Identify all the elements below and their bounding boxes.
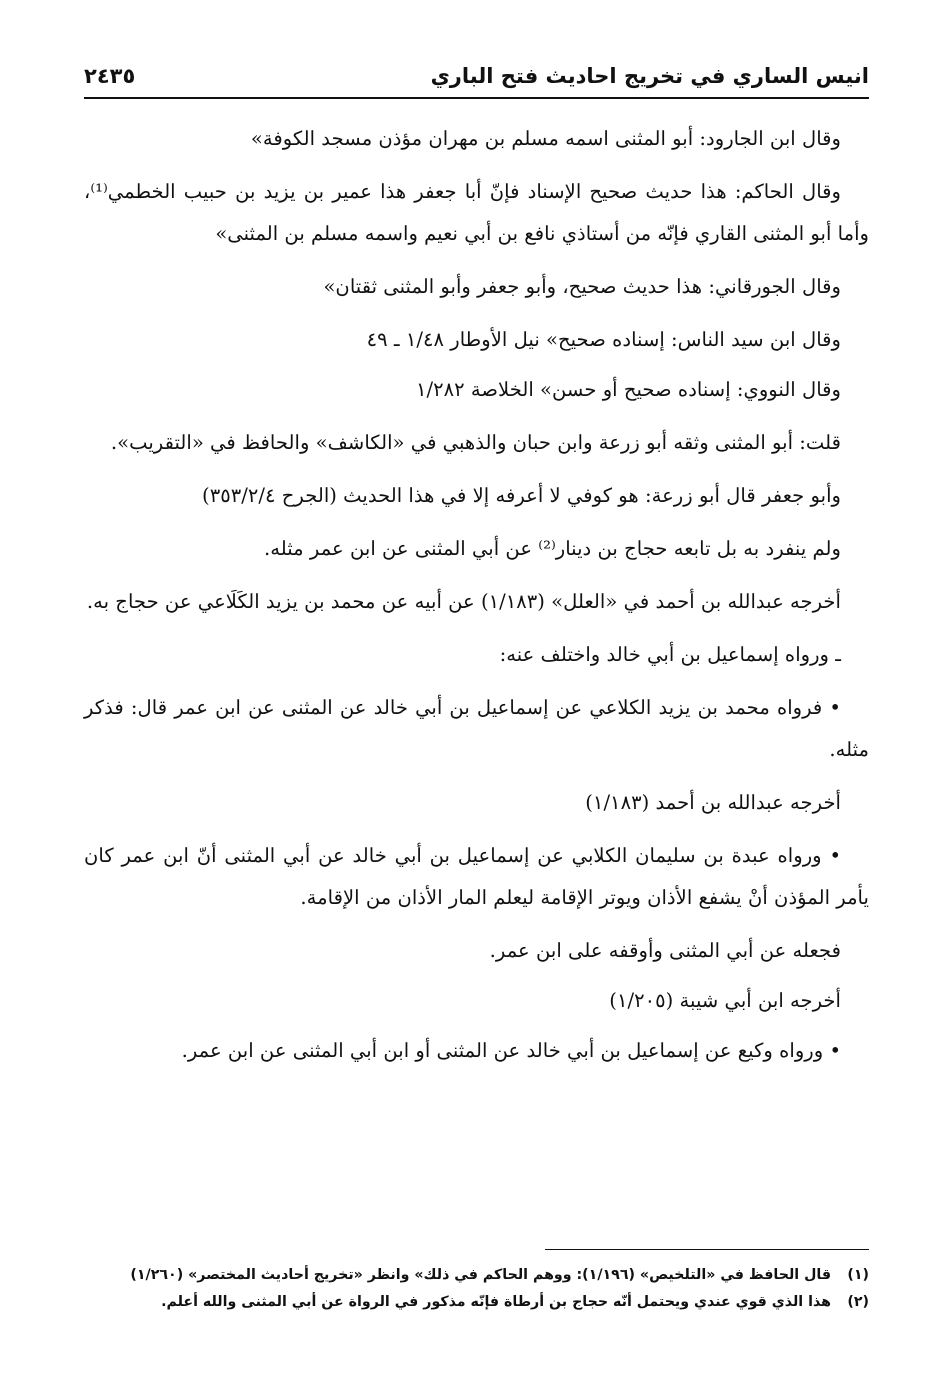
paragraph-qultu: قلت: أبو المثنى وثقه أبو زرعة وابن حبان والذهبي في «الكاشف» والحافظ في «التقريب». xyxy=(110,431,841,454)
footnote-divider xyxy=(545,1249,869,1250)
paragraph-ibn-sayyid-al-nas: وقال ابن سيد الناس: إسناده صحيح» نيل الأوطار ١/٤٨ ـ ٤٩ xyxy=(366,328,841,351)
page-header xyxy=(84,58,869,94)
footnotes xyxy=(84,1262,869,1316)
paragraph-kalai-riwaya: • فرواه محمد بن يزيد الكلاعي عن إسماعيل بن أبي خالد عن المثنى عن ابن عمر قال: فذكر مثله. xyxy=(84,696,869,761)
main-text xyxy=(84,118,869,1083)
paragraph-ibn-al-jarud: وقال ابن الجارود: أبو المثنى اسمه مسلم بن مهران مؤذن مسجد الكوفة» xyxy=(250,127,841,150)
page-number: ٢٤٣٥ xyxy=(84,64,136,88)
paragraph-mutaba: ولم ينفرد به بل تابعه حجاج بن دينار⁽²⁾ عن أبي المثنى عن ابن عمر مثله. xyxy=(264,537,841,560)
paragraph-al-hakim: وقال الحاكم: هذا حديث صحيح الإسناد فإنّ أبا جعفر هذا عمير بن يزيد بن حبيب الخطمي⁽¹⁾، وأما أبو المثنى القاري فإنّه من أستاذي نافع بن أبي نعيم واسمه مسلم بن المثنى» xyxy=(84,180,869,245)
footnote-text: هذا الذي قوي عندي ويحتمل أنّه حجاج بن أرطاة فإنّه مذكور في الرواة عن أبي المثنى والله أعلم. xyxy=(161,1294,831,1310)
footnote-1 xyxy=(84,1262,869,1289)
paragraph-al-nawawi: وقال النووي: إسناده صحيح أو حسن» الخلاصة ١/٢٨٢ xyxy=(415,378,841,401)
paragraph-abda-riwaya: • ورواه عبدة بن سليمان الكلابي عن إسماعيل بن أبي خالد عن أبي المثنى أنّ ابن عمر كان يأمر المؤذن أنْ يشفع الأذان ويوتر الإقامة ليعلم المار الأذان من الإقامة. xyxy=(84,844,869,909)
running-title: انيس الساري في تخريج احاديث فتح الباري xyxy=(430,64,869,88)
paragraph-ibn-abi-shayba: أخرجه ابن أبي شيبة (١/٢٠٥) xyxy=(609,989,841,1012)
paragraph-mawquf: فجعله عن أبي المثنى وأوقفه على ابن عمر. xyxy=(489,939,841,962)
paragraph-ismail-ikhtilaf: ـ ورواه إسماعيل بن أبي خالد واختلف عنه: xyxy=(499,643,841,666)
footnote-number: (٢) xyxy=(847,1294,869,1310)
paragraph-abdullah-ahmad: أخرجه عبدالله بن أحمد (١/١٨٣) xyxy=(585,791,841,814)
footnote-number: (١) xyxy=(847,1267,869,1283)
paragraph-abdullah-ilal: أخرجه عبدالله بن أحمد في «العلل» (١/١٨٣) عن أبيه عن محمد بن يزيد الكَلَاعي عن حجاج به. xyxy=(86,590,841,613)
paragraph-waki-riwaya: • ورواه وكيع عن إسماعيل بن أبي خالد عن المثنى أو ابن أبي المثنى عن ابن عمر. xyxy=(181,1039,841,1062)
footnote-text: قال الحافظ في «التلخيص» (١/١٩٦): ووهم الحاكم في ذلك» وانظر «تخريج أحاديث المختصر» (١/٢٦٠) xyxy=(130,1267,831,1283)
footnote-2 xyxy=(84,1289,869,1316)
paragraph-al-jurqani: وقال الجورقاني: هذا حديث صحيح، وأبو جعفر وأبو المثنى ثقتان» xyxy=(323,275,841,298)
header-divider xyxy=(84,97,869,99)
paragraph-abu-jafar: وأبو جعفر قال أبو زرعة: هو كوفي لا أعرفه إلا في هذا الحديث (الجرح ٣٥٣/٢/٤) xyxy=(202,484,841,507)
